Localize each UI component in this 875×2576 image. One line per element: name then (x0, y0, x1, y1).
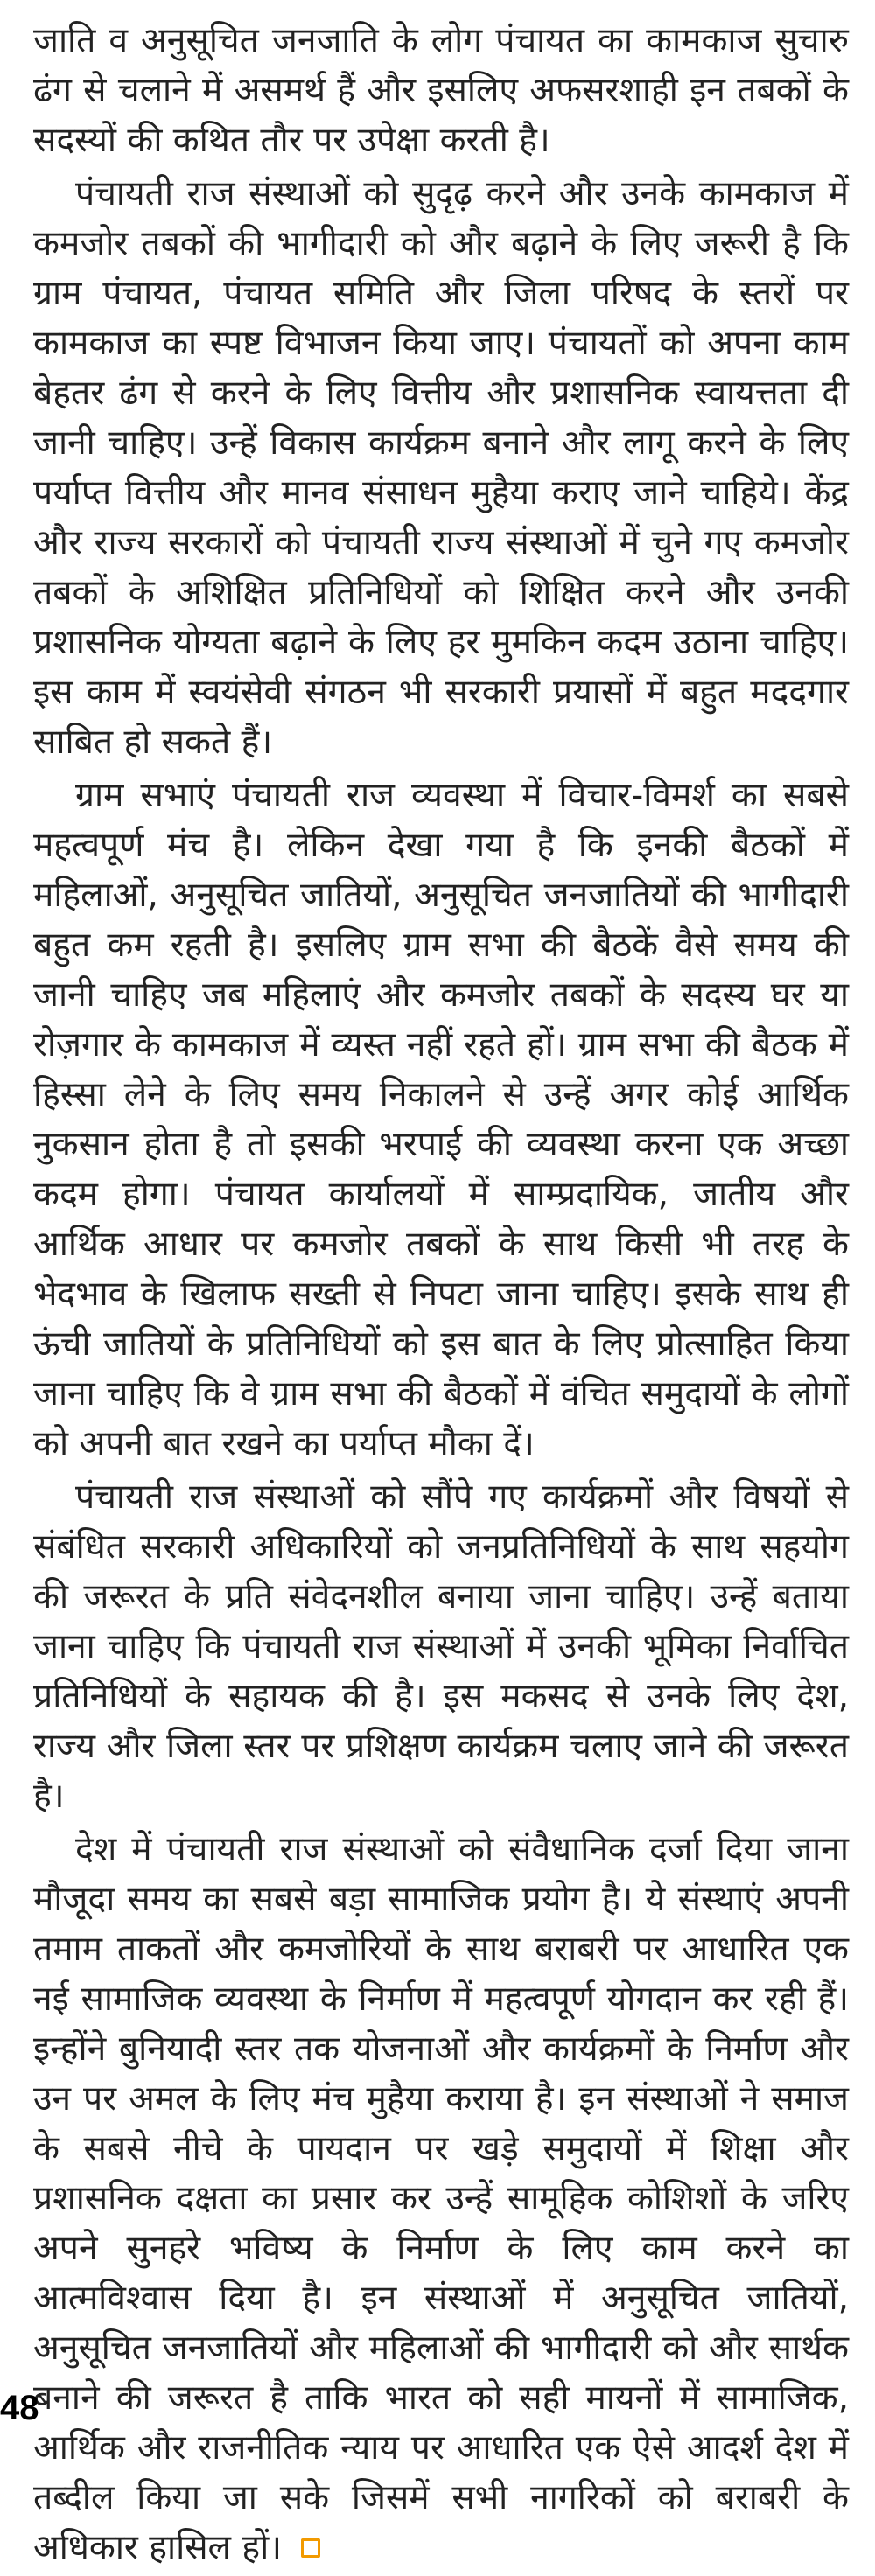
paragraph-5 (33, 1825, 849, 2573)
paragraph-4: पंचायती राज संस्थाओं को सौंपे गए कार्यक्रमों और विषयों से संबंधित सरकारी अधिकारियों को जनप्रतिनिधियों के साथ सहयोग की जरूरत के प्रति संवेदनशील बनाया जाना चाहिए। उन्हें बताया जाना चाहिए कि पंचायती राज संस्थाओं में उनकी भूमिका निर्वाचित प्रतिनिधियों के सहायक की है। इस मकसद से उनके लिए देश, राज्य और जिला स्तर पर प्रशिक्षण कार्यक्रम चलाए जाने की जरूरत है। (33, 1477, 849, 1816)
paragraph-2: पंचायती राज संस्थाओं को सुदृढ़ करने और उनके कामकाज में कमजोर तबकों की भागीदारी को और बढ़ाने के लिए जरूरी है कि ग्राम पंचायत, पंचायत समिति और जिला परिषद के स्तरों पर कामकाज का स्पष्ट विभाजन किया जाए। पंचायतों को अपना काम बेहतर ढंग से करने के लिए वित्तीय और प्रशासनिक स्वायत्तता दी जानी चाहिए। उन्हें विकास कार्यक्रम बनाने और लागू करने के लिए पर्याप्त वित्तीय और मानव संसाधन मुहैया कराए जाने चाहिये। केंद्र और राज्य सरकारों को पंचायती राज्य संस्थाओं में चुने गए कमजोर तबकों के अशिक्षित प्रतिनिधियों को शिक्षित करने और उनकी प्रशासनिक योग्यता बढ़ाने के लिए हर मुमकिन कदम उठाना चाहिए। इस काम में स्वयंसेवी संगठन भी सरकारी प्रयासों में बहुत मददगार साबित हो सकते हैं। (33, 174, 849, 762)
paragraph-1: जाति व अनुसूचित जनजाति के लोग पंचायत का कामकाज सुचारु ढंग से चलाने में असमर्थ हैं और इसलिए अफसरशाही इन तबकों के सदस्यों की कथित तौर पर उपेक्षा करती है। (33, 21, 849, 160)
paragraph-5-text: देश में पंचायती राज संस्थाओं को संवैधानिक दर्जा दिया जाना मौजूदा समय का सबसे बड़ा सामाजिक प्रयोग है। ये संस्थाएं अपनी तमाम ताकतों और कमजोरियों के साथ बराबरी पर आधारित एक नई सामाजिक व्यवस्था के निर्माण में महत्वपूर्ण योगदान कर रही हैं। इन्होंने बुनियादी स्तर तक योजनाओं और कार्यक्रमों के निर्माण और उन पर अमल के लिए मंच मुहैया कराया है। इन संस्थाओं ने समाज के सबसे नीचे के पायदान पर खड़े समुदायों में शिक्षा और प्रशासनिक दक्षता का प्रसार कर उन्हें सामूहिक कोशिशों के जरिए अपने सुनहरे भविष्य के निर्माण के लिए काम करने का आत्मविश्वास दिया है। इन संस्थाओं में अनुसूचित जातियों, अनुसूचित जनजातियों और महिलाओं की भागीदारी को और सार्थक बनाने की जरूरत है ताकि भारत को सही मायनों में सामाजिक, आर्थिक और राजनीतिक न्याय पर आधारित एक ऐसे आदर्श देश में तब्दील किया जा सके जिसमें सभी नागरिकों को बराबरी के अधिकार हासिल हों। (33, 1830, 849, 2567)
page-number: 48 (0, 2389, 39, 2427)
paragraph-3: ग्राम सभाएं पंचायती राज व्यवस्था में विचार-विमर्श का सबसे महत्वपूर्ण मंच है। लेकिन देखा गया है कि इनकी बैठकों में महिलाओं, अनुसूचित जातियों, अनुसूचित जनजातियों की भागीदारी बहुत कम रहती है। इसलिए ग्राम सभा की बैठकें वैसे समय की जानी चाहिए जब महिलाएं और कमजोर तबकों के सदस्य घर या रोज़गार के कामकाज में व्यस्त नहीं रहते हों। ग्राम सभा की बैठक में हिस्सा लेने के लिए समय निकालने से उन्हें अगर कोई आर्थिक नुकसान होता है तो इसकी भरपाई की व्यवस्था करना एक अच्छा कदम होगा। पंचायत कार्यालयों में साम्प्रदायिक, जातीय और आर्थिक आधार पर कमजोर तबकों के साथ किसी भी तरह के भेदभाव के खिलाफ सख्ती से निपटा जाना चाहिए। इसके साथ ही ऊंची जातियों के प्रतिनिधियों को इस बात के लिए प्रोत्साहित किया जाना चाहिए कि वे ग्राम सभा की बैठकों में वंचित समुदायों के लोगों को अपनी बात रखने का पर्याप्त मौका दें। (33, 776, 849, 1463)
article-body (33, 16, 849, 2576)
end-of-article-square-icon (301, 2538, 320, 2558)
